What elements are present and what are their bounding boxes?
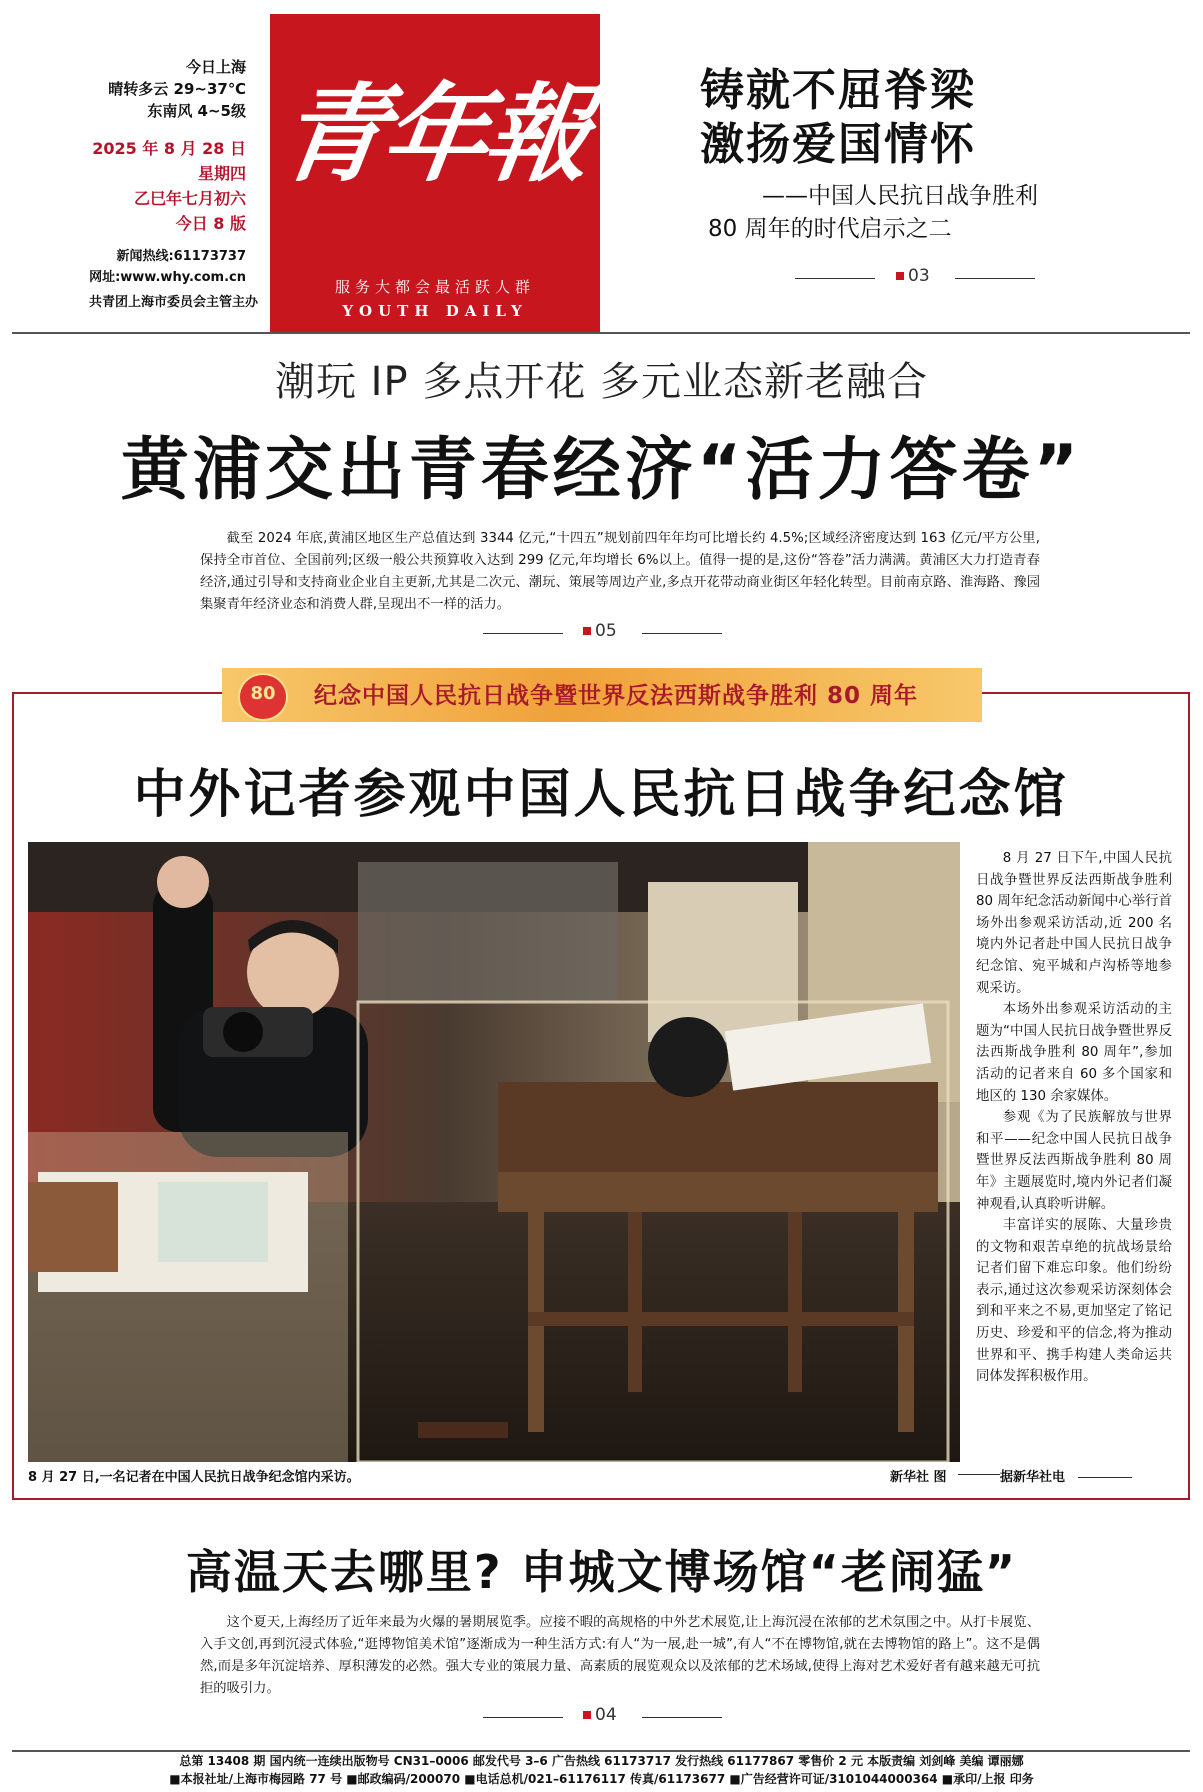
photo-credit: 新华社 图 [890, 1470, 947, 1485]
page-ref-label: 04 [595, 1705, 617, 1725]
feature-body [976, 848, 1172, 1388]
banner-text: 纪念中国人民抗日战争暨世界反法西斯战争胜利 80 周年 [314, 683, 919, 709]
weekday: 星期四 [197, 164, 246, 183]
feature-paragraph: 8 月 27 日下午,中国人民抗日战争暨世界反法西斯战争胜利 80 周年纪念活动新闻中心举行首场外出参观采访活动,近 200 名境内外记者赴中国人民抗日战争纪念馆、宛平城和卢沟桥等地参观采访。 [976, 851, 1172, 996]
divider [955, 278, 1035, 279]
footer [0, 1752, 1203, 1788]
divider [642, 633, 722, 634]
masthead-slogan: 服务大都会最活跃人群 [334, 278, 535, 296]
news-photo [28, 842, 960, 1462]
feature-paragraph: 本场外出参观采访活动的主题为“中国人民抗日战争暨世界反法西斯战争胜利 80 周年”,参加活动的记者来自 60 多个国家和地区的 130 余家媒体。 [976, 1002, 1172, 1104]
footer-line-1: 总第 13408 期 国内统一连续出版物号 CN31–0006 邮发代号 3–6 广告热线 61173717 发行热线 61177867 零售价 2 元 本版责编 刘剑峰 美编 谭丽娜 [179, 1754, 1024, 1768]
lead-lede: 截至 2024 年底,黄浦区地区生产总值达到 3344 亿元,“十四五”规划前四年年均可比增长约 4.5%;区域经济密度达到 163 亿元/平方公里,保持全市首位、全国前列;区级一般公共预算收入达到 299 亿元,年均增长 6%以上。值得一提的是,这份“答卷”活力满满。黄浦区大力打造青春经济,通过引导和支持商业企业自主更新,尤其是二次元、潮玩、策展等周边产业,多点开花带动商业街区年轻化转型。目前南京路、淮海路、豫园集聚青年经济业态和消费人群,呈现出不一样的活力。 [200, 531, 1040, 612]
weather: 晴转多云 29~37℃ [108, 80, 246, 98]
anniversary-banner [222, 668, 982, 722]
divider [642, 1717, 722, 1718]
lunar-date: 乙巳年七月初六 [133, 189, 246, 208]
page-ref-label: 05 [595, 621, 617, 641]
header-info [28, 56, 258, 313]
news-source [1000, 1466, 1180, 1485]
divider [483, 633, 563, 634]
badge-label: 80 [250, 683, 276, 704]
bottom-headline[interactable]: 高温天去哪里? 申城文博场馆“老闹猛” [185, 1545, 1018, 1599]
page-ref-05[interactable] [583, 621, 617, 641]
divider [1078, 1477, 1132, 1478]
top-right-title-1: 铸就不屈脊梁 [700, 65, 976, 116]
sponsor: 共青团上海市委员会主管主办 [88, 295, 258, 310]
masthead-english: YOUTH DAILY [342, 302, 528, 320]
city: 今日上海 [185, 58, 246, 76]
page-ref-04[interactable] [583, 1705, 617, 1725]
lead-headline[interactable]: 黄浦交出青春经济“活力答卷” [120, 431, 1083, 510]
feature-paragraph: 丰富详实的展陈、大量珍贵的文物和艰苦卓绝的抗战场景给记者们留下难忘印象。他们纷纷表示,通过这次参观采访深刻体会到和平来之不易,更加坚定了铭记历史、珍爱和平的信念,将为推动世界和平、携手构建人类命运共同体发挥积极作用。 [976, 1218, 1172, 1385]
feature-title[interactable]: 中外记者参观中国人民抗日战争纪念馆 [133, 764, 1069, 825]
feature-paragraph: 参观《为了民族解放与世界和平——纪念中国人民抗日战争暨世界反法西斯战争胜利 80 周年》主题展览时,境内外记者们凝神观看,认真聆听讲解。 [976, 1110, 1172, 1212]
top-right-sub-1: ——中国人民抗日战争胜利 [762, 183, 1038, 209]
news-hotline: 新闻热线:61173737 [116, 249, 246, 264]
divider [958, 1474, 1000, 1475]
photo-caption: 8 月 27 日,一名记者在中国人民抗日战争纪念馆内采访。 [28, 1470, 360, 1485]
anniversary-badge-icon [238, 673, 288, 721]
lead-kicker: 潮玩 IP 多点开花 多元业态新老融合 [274, 359, 929, 405]
top-right-title-2: 激扬爱国情怀 [700, 119, 976, 170]
divider [795, 278, 875, 279]
page-ref-03[interactable] [896, 266, 930, 286]
masthead[interactable] [270, 14, 600, 332]
page-ref-label: 03 [908, 266, 930, 286]
masthead-logo: 青年報 [272, 71, 596, 196]
top-right-sub-2: 80 周年的时代启示之二 [708, 216, 952, 242]
wind: 东南风 4~5级 [147, 102, 246, 120]
photo-illustration [28, 842, 960, 1462]
issue-date: 2025 年 8 月 28 日 [92, 139, 246, 158]
news-source-label: 据新华社电 [1000, 1470, 1066, 1485]
divider [483, 1717, 563, 1718]
top-right-story[interactable] [700, 64, 1180, 246]
footer-line-2: ■本报社址/上海市梅园路 77 号 ■邮政编码/200070 ■电话总机/021–61176117 传真/61173677 ■广告经营许可证/3101044000364 ■承印/上报 印务 [169, 1772, 1034, 1786]
website: 网址:www.why.com.cn [89, 270, 246, 285]
page-count: 今日 8 版 [175, 214, 246, 233]
bottom-lede: 这个夏天,上海经历了近年来最为火爆的暑期展览季。应接不暇的高规格的中外艺术展览,让上海沉浸在浓郁的艺术氛围之中。从打卡展览、入手文创,再到沉浸式体验,“逛博物馆美术馆”逐渐成为一种生活方式:有人“为一展,赴一城”,有人“不在博物馆,就在去博物馆的路上”。这不是偶然,而是多年沉淀培养、厚积薄发的必然。强大专业的策展力量、高素质的展览观众以及浓郁的艺术场域,使得上海对艺术爱好者有越来越无可抗拒的吸引力。 [200, 1615, 1040, 1696]
header-rule [12, 332, 1190, 334]
